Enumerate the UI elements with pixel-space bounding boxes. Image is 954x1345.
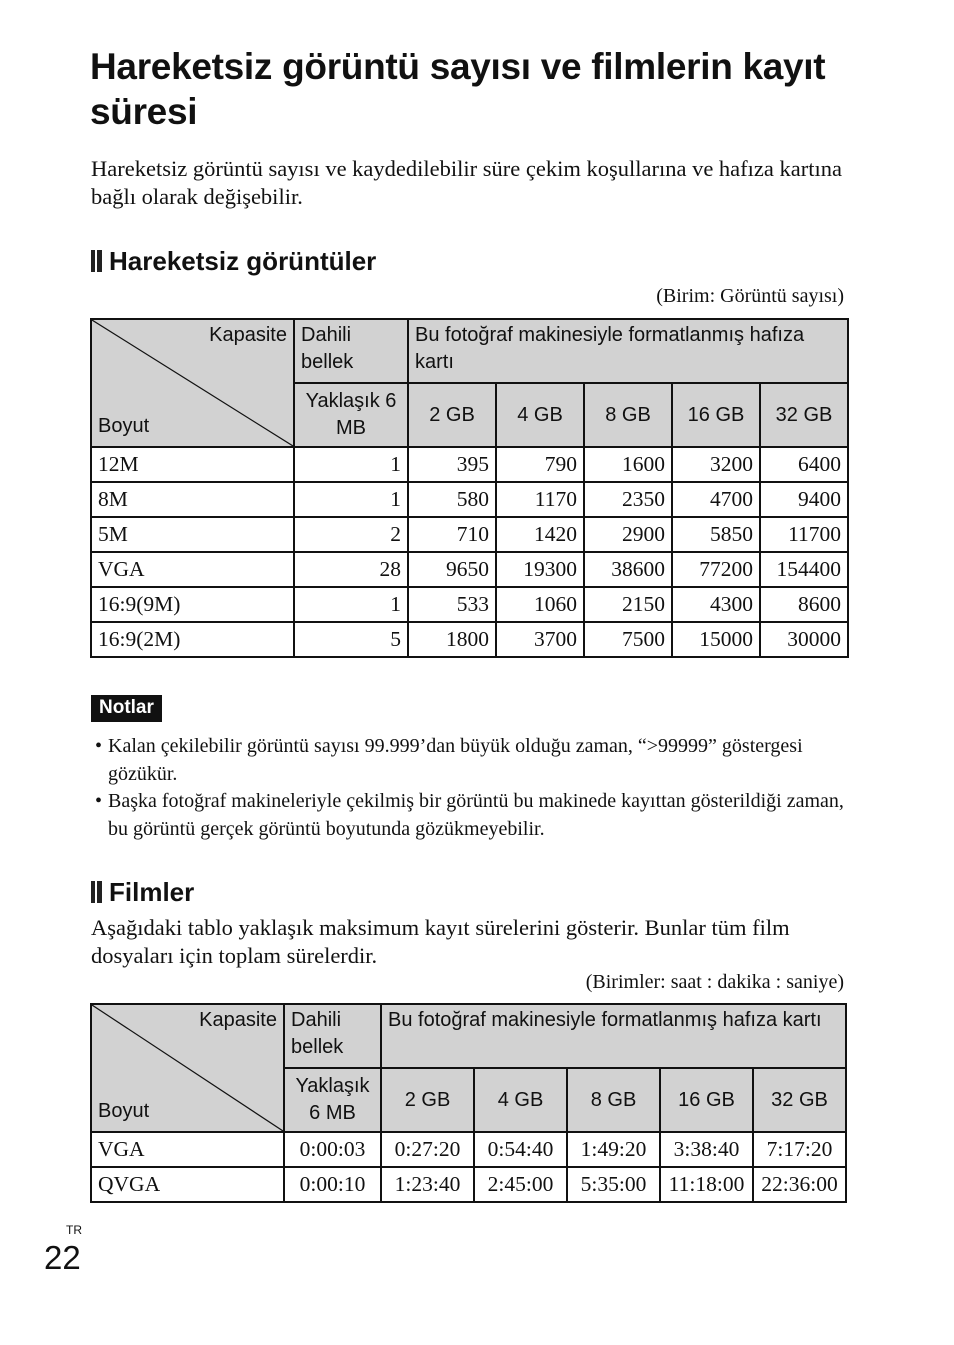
row-label: VGA	[91, 1132, 284, 1167]
cell: 1:49:20	[567, 1132, 660, 1167]
notes-list	[95, 733, 855, 843]
memory-card-header: Bu fotoğraf makinesiyle formatlanmış hafıza kartı	[408, 319, 848, 383]
col-32gb-header: 32 GB	[760, 383, 848, 447]
still-images-heading-text: Hareketsiz görüntüler	[109, 246, 377, 276]
cell: 710	[408, 517, 496, 552]
col-4gb-header: 4 GB	[474, 1068, 567, 1132]
cell: 3200	[672, 447, 760, 482]
table-row	[91, 622, 848, 657]
cell: 3700	[496, 622, 584, 657]
cell: 8600	[760, 587, 848, 622]
cell: 1800	[408, 622, 496, 657]
cell: 5	[294, 622, 408, 657]
cell: 9400	[760, 482, 848, 517]
cell: 28	[294, 552, 408, 587]
row-label: 16:9(2M)	[91, 622, 294, 657]
table-row	[91, 447, 848, 482]
size-label: Boyut	[98, 415, 150, 437]
row-label: 5M	[91, 517, 294, 552]
row-label: VGA	[91, 552, 294, 587]
movies-heading-text: Filmler	[109, 877, 195, 907]
cell: 77200	[672, 552, 760, 587]
col-16gb-header: 16 GB	[660, 1068, 753, 1132]
cell: 0:00:10	[284, 1167, 381, 1202]
cell: 7500	[584, 622, 672, 657]
cell: 2	[294, 517, 408, 552]
cell: 1	[294, 482, 408, 517]
cell: 2900	[584, 517, 672, 552]
row-label: QVGA	[91, 1167, 284, 1202]
cell: 11:18:00	[660, 1167, 753, 1202]
cell: 30000	[760, 622, 848, 657]
cell: 6400	[760, 447, 848, 482]
movies-unit-note: (Birimler: saat : dakika : saniye)	[585, 971, 844, 993]
page-language-code: TR	[66, 1223, 82, 1237]
cell: 1060	[496, 587, 584, 622]
table-row	[91, 517, 848, 552]
capacity-label: Kapasite	[199, 1009, 277, 1031]
page-title: Hareketsiz görüntü sayısı ve filmlerin kayıt süresi	[90, 46, 826, 132]
col-4gb-header: 4 GB	[496, 383, 584, 447]
still-unit-note: (Birim: Görüntü sayısı)	[656, 285, 844, 307]
cell: 154400	[760, 552, 848, 587]
cell: 0:00:03	[284, 1132, 381, 1167]
cell: 1420	[496, 517, 584, 552]
cell: 1	[294, 587, 408, 622]
approx-6mb-header: Yaklaşık 6 MB	[284, 1068, 381, 1132]
row-label: 12M	[91, 447, 294, 482]
cell: 1600	[584, 447, 672, 482]
cell: 2150	[584, 587, 672, 622]
cell: 3:38:40	[660, 1132, 753, 1167]
row-label: 8M	[91, 482, 294, 517]
cell: 2:45:00	[474, 1167, 567, 1202]
table-row	[91, 552, 848, 587]
movies-intro: Aşağıdaki tablo yaklaşık maksimum kayıt sürelerini gösterir. Bunlar tüm film dosyaları için toplam sürelerdir.	[91, 915, 790, 968]
section-marker-icon	[91, 250, 102, 272]
internal-memory-header: Dahili bellek	[284, 1004, 381, 1068]
cell: 7:17:20	[753, 1132, 846, 1167]
cell: 2350	[584, 482, 672, 517]
cell: 1	[294, 447, 408, 482]
cell: 1:23:40	[381, 1167, 474, 1202]
size-label: Boyut	[98, 1100, 150, 1122]
cell: 5:35:00	[567, 1167, 660, 1202]
movies-table	[90, 1003, 847, 1203]
col-32gb-header: 32 GB	[753, 1068, 846, 1132]
cell: 533	[408, 587, 496, 622]
cell: 0:54:40	[474, 1132, 567, 1167]
notes-badge: Notlar	[91, 695, 162, 722]
approx-6mb-header: Yaklaşık 6 MB	[294, 383, 408, 447]
cell: 38600	[584, 552, 672, 587]
cell: 4700	[672, 482, 760, 517]
col-2gb-header: 2 GB	[408, 383, 496, 447]
still-images-heading	[91, 246, 376, 276]
row-label: 16:9(9M)	[91, 587, 294, 622]
note-item: • Kalan çekilebilir görüntü sayısı 99.999’dan büyük olduğu zaman, “>99999” göstergesi gözükür.	[95, 733, 855, 788]
cell: 19300	[496, 552, 584, 587]
col-16gb-header: 16 GB	[672, 383, 760, 447]
col-8gb-header: 8 GB	[584, 383, 672, 447]
cell: 1170	[496, 482, 584, 517]
cell: 790	[496, 447, 584, 482]
movies-heading	[91, 877, 194, 907]
table-corner-header	[91, 319, 294, 447]
capacity-label: Kapasite	[209, 324, 287, 346]
cell: 395	[408, 447, 496, 482]
cell: 9650	[408, 552, 496, 587]
cell: 580	[408, 482, 496, 517]
memory-card-header: Bu fotoğraf makinesiyle formatlanmış hafıza kartı	[381, 1004, 846, 1068]
cell: 22:36:00	[753, 1167, 846, 1202]
table-row	[91, 587, 848, 622]
intro-paragraph: Hareketsiz görüntü sayısı ve kaydedilebilir süre çekim koşullarına ve hafıza kartına bağlı olarak değişebilir.	[91, 156, 842, 209]
cell: 15000	[672, 622, 760, 657]
table-row	[91, 482, 848, 517]
cell: 4300	[672, 587, 760, 622]
cell: 5850	[672, 517, 760, 552]
note-item: • Başka fotoğraf makineleriyle çekilmiş bir görüntü bu makinede kayıttan gösterildiği zaman, bu görüntü gerçek görüntü boyutunda gözükmeyebilir.	[95, 788, 855, 843]
cell: 11700	[760, 517, 848, 552]
page-number: 22	[44, 1239, 81, 1276]
table-row	[91, 1167, 846, 1202]
cell: 0:27:20	[381, 1132, 474, 1167]
section-marker-icon	[91, 881, 102, 903]
still-images-table	[90, 318, 849, 658]
col-2gb-header: 2 GB	[381, 1068, 474, 1132]
col-8gb-header: 8 GB	[567, 1068, 660, 1132]
internal-memory-header: Dahili bellek	[294, 319, 408, 383]
table-row	[91, 1132, 846, 1167]
table-corner-header	[91, 1004, 284, 1132]
